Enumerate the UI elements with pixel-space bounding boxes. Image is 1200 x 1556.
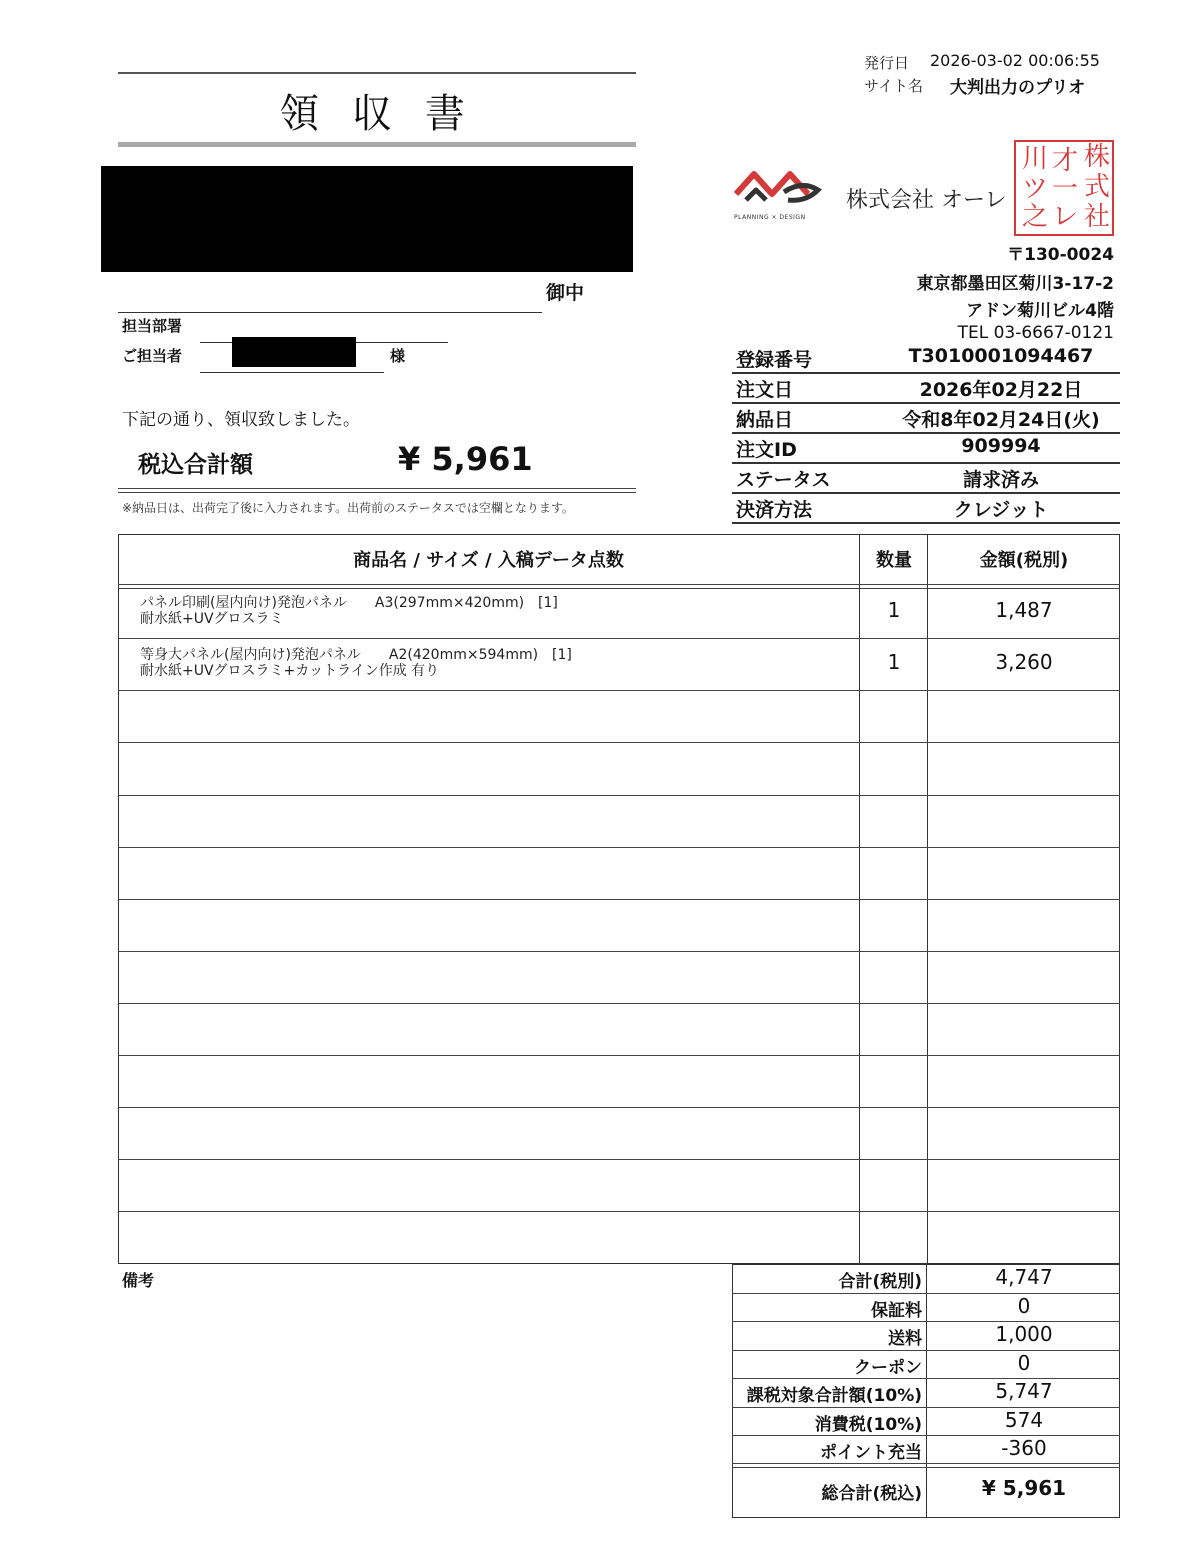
info-label: 登録番号	[736, 349, 813, 371]
item-1-qty: 1	[887, 598, 901, 622]
row-rule	[118, 690, 1120, 691]
tax-label: 消費税(10%)	[814, 1415, 922, 1435]
total-rule-2	[118, 492, 636, 493]
company-logo-icon	[732, 166, 824, 212]
site-name-label: サイト名	[864, 77, 923, 95]
info-label: 決済方法	[736, 499, 813, 521]
delivery-note: ※納品日は、出荷完了後に入力されます。出荷前のステータスでは空欄となります。	[122, 501, 574, 515]
header-item: 商品名 / サイズ / 入稿データ点数	[353, 550, 624, 571]
info-label: 納品日	[736, 409, 794, 431]
person-label: ご担当者	[122, 347, 183, 365]
header-amount: 金額(税別)	[979, 550, 1069, 571]
person-suffix: 様	[390, 347, 406, 365]
coupon-label: クーポン	[854, 1358, 922, 1378]
item-1-amount: 1,487	[995, 598, 1053, 622]
recipient-rule	[118, 312, 542, 313]
company-address-2: アドン菊川ビル4階	[966, 301, 1114, 321]
header-rule-1	[118, 584, 1120, 585]
redacted-person	[232, 337, 356, 367]
info-row-delivery-date	[732, 402, 1120, 434]
taxable-value: 5,747	[995, 1379, 1053, 1403]
points-value: -360	[1001, 1436, 1047, 1460]
row-rule	[118, 1107, 1120, 1108]
info-row-payment	[732, 492, 1120, 524]
item-2-amount: 3,260	[995, 650, 1053, 674]
totals-rule	[732, 1467, 1120, 1468]
info-value: クレジット	[953, 499, 1049, 521]
honorific: 御中	[546, 282, 585, 304]
shipping-value: 1,000	[995, 1322, 1053, 1346]
company-seal-icon: 川 才 株 ツ 一 式 之 レ 社	[1014, 140, 1114, 236]
logo-caption: PLANNING × DESIGN	[734, 214, 806, 221]
info-label: 注文日	[736, 379, 794, 401]
info-value: 2026年02月22日	[919, 379, 1083, 401]
remarks-label: 備考	[122, 1271, 155, 1290]
title-top-rule	[118, 72, 636, 74]
guarantee-label: 保証料	[871, 1301, 922, 1321]
shipping-label: 送料	[888, 1329, 922, 1349]
row-rule	[118, 1055, 1120, 1056]
dept-label: 担当部署	[122, 317, 183, 335]
info-row-order-date	[732, 372, 1120, 404]
subtotal-value: 4,747	[995, 1265, 1053, 1289]
row-rule	[118, 899, 1120, 900]
document-title: 領 収 書	[279, 91, 475, 137]
info-value: 令和8年02月24日(火)	[902, 409, 1100, 431]
info-row-order-id	[732, 432, 1120, 464]
taxable-label: 課税対象合計額(10%)	[746, 1386, 922, 1406]
header-qty: 数量	[876, 550, 912, 571]
total-value: ¥ 5,961	[398, 440, 533, 478]
row-rule	[118, 1211, 1120, 1212]
tax-value: 574	[1004, 1408, 1044, 1432]
guarantee-value: 0	[1017, 1294, 1031, 1318]
coupon-value: 0	[1017, 1351, 1031, 1375]
company-address-1: 東京都墨田区菊川3-17-2	[916, 274, 1114, 294]
info-value: T3010001094467	[908, 345, 1094, 367]
info-label: 注文ID	[736, 439, 797, 461]
info-value: 909994	[961, 435, 1041, 457]
redacted-recipient	[101, 166, 633, 272]
header-rule-2	[118, 588, 1120, 589]
site-name-value: 大判出力のプリオ	[950, 78, 1086, 98]
receipt-statement: 下記の通り、領収致しました。	[122, 410, 360, 430]
item-2-line-2: 耐水紙+UVグロスラミ+カットライン作成 有り	[140, 663, 440, 679]
company-zip: 〒130-0024	[1007, 245, 1114, 265]
row-rule	[118, 1159, 1120, 1160]
row-rule	[118, 742, 1120, 743]
item-1-line-2: 耐水紙+UVグロスラミ	[140, 611, 284, 627]
subtotal-label: 合計(税別)	[838, 1272, 922, 1292]
company-tel: TEL 03-6667-0121	[957, 323, 1114, 343]
info-label: ステータス	[736, 469, 831, 491]
row-rule	[118, 638, 1120, 639]
totals-rule	[732, 1463, 1120, 1464]
issue-date-value: 2026-03-02 00:06:55	[930, 51, 1100, 70]
info-row-status	[732, 462, 1120, 494]
company-name: 株式会社 オーレ	[846, 188, 1007, 213]
item-2-qty: 1	[887, 650, 901, 674]
row-rule	[118, 951, 1120, 952]
row-rule	[118, 1003, 1120, 1004]
grand-total-label: 総合計(税込)	[821, 1484, 922, 1504]
total-label: 税込合計額	[138, 452, 253, 478]
item-1-line-1: パネル印刷(屋内向け)発泡パネル A3(297mm×420mm) [1]	[140, 595, 558, 611]
item-2-line-1: 等身大パネル(屋内向け)発泡パネル A2(420mm×594mm) [1]	[140, 647, 572, 663]
info-value: 請求済み	[962, 469, 1039, 491]
totals-divider	[926, 1264, 927, 1518]
title-bottom-rule	[118, 142, 636, 147]
info-row-registration	[732, 342, 1120, 374]
row-rule	[118, 795, 1120, 796]
grand-total-value: ¥ 5,961	[981, 1476, 1067, 1500]
person-rule-bottom	[200, 372, 384, 373]
row-rule	[118, 847, 1120, 848]
points-label: ポイント充当	[820, 1443, 922, 1463]
total-rule-1	[118, 488, 636, 489]
issue-date-label: 発行日	[864, 54, 910, 72]
